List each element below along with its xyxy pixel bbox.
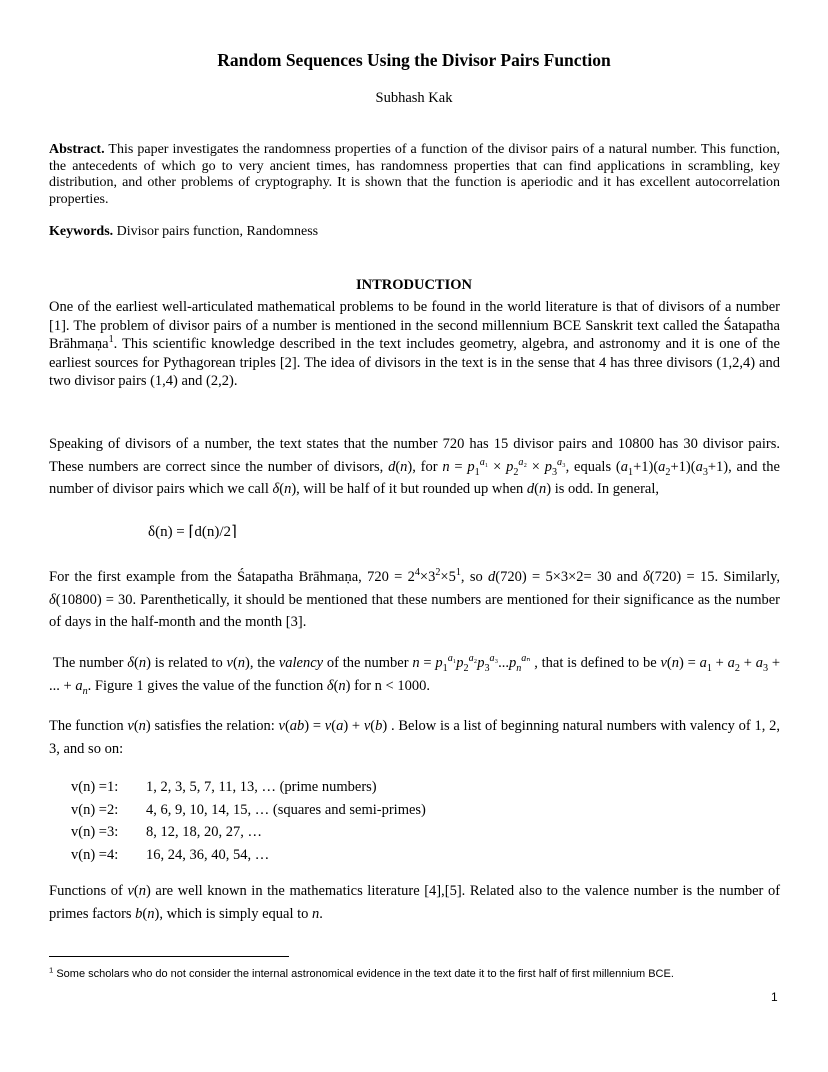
- math-delta-10800: δ(10800): [49, 591, 102, 608]
- abstract-text: This paper investigates the randomness properties of a function of the divisor pairs of a natural number. This function, the antecedents of which go to very ancient times, has randomness properties that can find applications in scrambling, key distribution, and other problems of cryptography. It is shown that the function is aperiodic and it has excellent autocorrelation properties.: [49, 142, 780, 207]
- math-d-n: d(n): [526, 481, 552, 497]
- math-v-n: v(n): [226, 655, 250, 671]
- keywords: [49, 224, 780, 241]
- p3-text: ×3: [419, 569, 436, 585]
- p6-text: .: [319, 905, 323, 922]
- paragraph-valency: [49, 652, 780, 697]
- p3-text: ×5: [440, 569, 456, 585]
- math-v-sum: $v(n) = a_1 + a_2 + a_3$ + ... + $a_n$: [49, 655, 781, 697]
- math-n: n: [312, 905, 320, 922]
- page-number: 1: [771, 990, 778, 1004]
- list-item: v(n) =3: 8, 12, 18, 20, 27, …: [71, 824, 262, 840]
- footnote-mark: 1: [49, 965, 54, 975]
- abstract: [49, 142, 780, 208]
- p4-text: , that is defined to be: [534, 655, 657, 671]
- footnote-ref: 1: [108, 334, 114, 346]
- term-valency: valency: [278, 655, 324, 671]
- math-v-n: v(n): [127, 883, 151, 899]
- abstract-label: Abstract.: [49, 142, 105, 157]
- math-b-n: b(n): [135, 905, 160, 922]
- footnote-divider: [49, 956, 289, 957]
- p5-text: The function: [49, 718, 124, 734]
- keywords-text: Divisor pairs function, Randomness: [116, 224, 319, 239]
- math-delta-720: δ(720): [643, 569, 682, 585]
- math-delta-n: δ(n): [127, 655, 151, 671]
- math-n-product: $n = p_1^{a_1}p_2^{a_2}p_3^{a_3}...p_n^{a_n}$: [412, 653, 531, 674]
- footnote: [49, 965, 674, 980]
- section-heading: INTRODUCTION: [355, 277, 472, 293]
- p5-text: . Below is a list of beginning natural numbers with valency of 1, 2, 3, and so on:: [49, 718, 780, 757]
- math-d-n: d: [388, 458, 396, 475]
- p4-text: of the number: [326, 655, 409, 671]
- p3-text: , so: [460, 569, 483, 585]
- list-item: v(n) =4: 16, 24, 36, 40, 54, …: [71, 846, 270, 863]
- p2-text: , and the number of divisor pairs which we call: [49, 458, 780, 497]
- p4-text: The number: [52, 655, 124, 671]
- math-v-relation: v(ab) = v(a) + v(b): [278, 718, 388, 734]
- paragraph-function: [49, 715, 780, 760]
- math-v-n: v(n): [127, 718, 151, 734]
- list-item: v(n) =1: 1, 2, 3, 5, 7, 11, 13, … (prime numbers): [71, 779, 377, 795]
- p4-text: , the: [249, 655, 276, 671]
- p6-text: , which is simply equal to: [159, 905, 309, 922]
- p2-text: , equals: [565, 458, 612, 475]
- equation-delta: δ(n) = ⌈d(n)/2⌉: [148, 524, 237, 540]
- paragraph-functions-of-v: [49, 880, 780, 925]
- p3-text: = 5×3×2= 30 and: [531, 569, 638, 585]
- math-divisor-count: $(a_1+1)(a_2+1)(a_3+1)$: [615, 458, 729, 478]
- p4-text: . Figure 1 gives the value of the function: [87, 677, 324, 694]
- paragraph-example: For the first example from the Śatapatha Brāhmaṇa, $720 = 2^4\times 3^2\times 5^1$, so d(720) = 5×3×2= 30 and δ(720) = 15. Similarly, δ(10800) = 30. Parenthetically, it should be mentioned that these numbers are mentioned for their significance as the number of days in the half-month and the month [3].: [49, 567, 781, 630]
- math-delta-n: δ(n),: [272, 481, 300, 497]
- list-item: v(n) =2: 4, 6, 9, 10, 14, 15, … (squares and semi-primes): [71, 801, 426, 818]
- paper-title: Random Sequences Using the Divisor Pairs Function: [217, 50, 611, 70]
- intro-text-a: One of the earliest well-articulated mathematical problems to be found in the world literature is that of divisors of a number [1]. The problem of divisor pairs of a number is mentioned in the second millennium BCE Sanskrit text called the Śatapatha Brāhmaṇa: [49, 299, 780, 352]
- p6-text: are well known in the mathematics literature [4],[5]. Related also to the valence number is the number of primes factors: [49, 883, 781, 922]
- p5-text: satisfies the relation:: [154, 718, 275, 734]
- p2-text: is odd. In general,: [554, 481, 660, 497]
- p4-text: is related to: [154, 655, 223, 671]
- valency-list: [71, 776, 426, 866]
- p3-text: = 15. Similarly,: [686, 569, 781, 585]
- intro-text-b: . This scientific knowledge described in the text includes geometry, algebra, and astronomy and it is one of the earliest sources for Pythagorean triples [2]. The idea of divisors in the text is in the sense that 4 has three divisors (1,2,4) and two divisor pairs (1,4) and (2,2).: [49, 336, 780, 389]
- p4-text: for n < 1000.: [354, 677, 430, 694]
- math-d-720: d(720): [488, 569, 527, 585]
- p3-text: For the first example from the Śatapatha Brāhmaṇa, 720 = 2: [49, 569, 415, 585]
- p2-text: Speaking of divisors of a number, the text states that the number 720 has 15 divisor pairs and 10800 has 30 divisor pairs. These numbers are correct since the number of divisors,: [49, 436, 780, 475]
- math-delta-n: δ(n): [326, 677, 351, 694]
- intro-paragraph: [49, 298, 780, 391]
- author-name: Subhash Kak: [375, 90, 453, 106]
- footnote-text: Some scholars who do not consider the internal astronomical evidence in the text date it to the first half of first millennium BCE.: [56, 968, 674, 980]
- p6-text: Functions of: [49, 883, 123, 899]
- p3-text: = 30. Parenthetically, it should be mentioned that these numbers are mentioned for their significance as the number of days in the half-month and the month [3].: [49, 591, 780, 630]
- paragraph-divisors: Speaking of divisors of a number, the text states that the number 720 has 15 divisor pairs and 10800 has 30 divisor pairs. These numbers are correct since the number of divisors, d(n), for $n = p_1^{a_1} \times p_2^{a_2} \times p_3^{a_3}$, equals $(a_1+1)(a_2+1)(a_3+1)$, and the number of divisor pairs which we call δ(n), will be half of it but rounded up when d(n) is odd. In general,: [49, 436, 780, 497]
- math-prime-factorization: $n = p_1^{a_1} \times p_2^{a_2} \times p_3^{a_3}$: [442, 456, 566, 478]
- keywords-label: Keywords.: [49, 224, 114, 239]
- p2-text: for: [420, 458, 438, 475]
- p2-text: will be half of it but rounded up when: [303, 481, 524, 497]
